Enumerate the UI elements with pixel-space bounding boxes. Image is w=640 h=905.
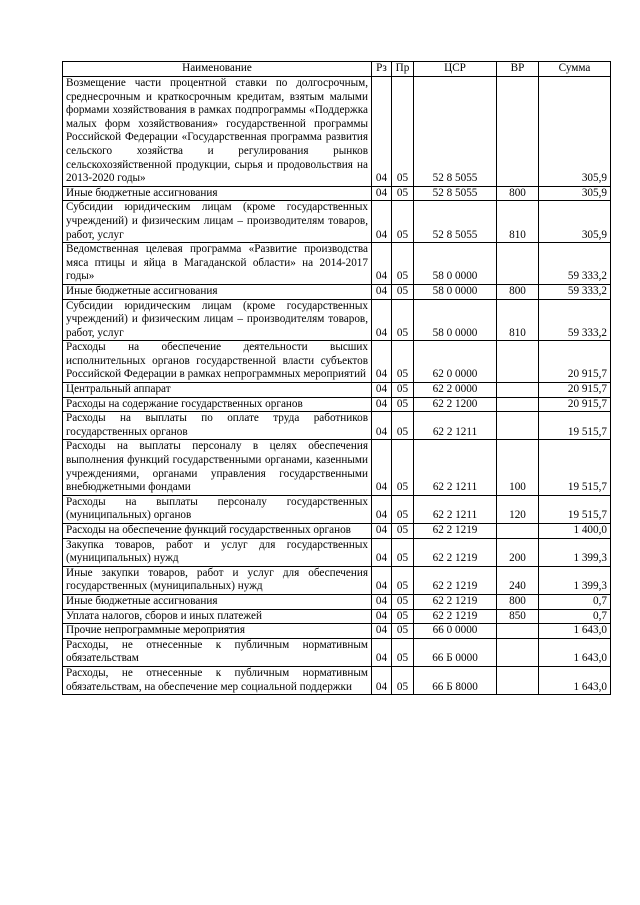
row-csr: 62 2 1219 [414, 566, 497, 594]
table-row [63, 594, 611, 609]
table-row [63, 524, 611, 539]
row-csr: 66 0 0000 [414, 624, 497, 639]
row-sum: 305,9 [539, 77, 611, 187]
row-rz: 04 [372, 495, 392, 523]
row-name: Расходы, не отнесенные к публичным нормативным обязательствам [63, 638, 372, 666]
row-rz: 04 [372, 566, 392, 594]
row-sum: 20 915,7 [539, 397, 611, 412]
row-csr: 66 Б 8000 [414, 666, 497, 694]
row-sum: 1 643,0 [539, 666, 611, 694]
row-vr: 120 [497, 495, 539, 523]
row-name: Расходы на обеспечение функций государственных органов [63, 524, 372, 539]
row-pr: 05 [392, 566, 414, 594]
row-pr: 05 [392, 609, 414, 624]
row-csr: 62 2 1219 [414, 609, 497, 624]
row-rz: 04 [372, 299, 392, 341]
row-vr: 240 [497, 566, 539, 594]
row-name: Иные бюджетные ассигнования [63, 186, 372, 201]
header-rz: Рз [372, 62, 392, 77]
row-name: Центральный аппарат [63, 383, 372, 398]
header-pr: Пр [392, 62, 414, 77]
row-csr: 52 8 5055 [414, 201, 497, 243]
row-name: Возмещение части процентной ставки по долгосрочным, среднесрочным и краткосрочным кредитам, взятым малыми формами хозяйствования в рамках подпрограммы «Поддержка малых форм хозяйствования» государственной программы Российской Федерации «Государственная программа развития сельского хозяйства и регулирования рынков сельскохозяйственной продукции, сырья и продовольствия на 2013-2020 годы» [63, 77, 372, 187]
table-row [63, 186, 611, 201]
table-row [63, 566, 611, 594]
row-sum: 19 515,7 [539, 412, 611, 440]
row-sum: 59 333,2 [539, 284, 611, 299]
row-csr: 62 2 1219 [414, 594, 497, 609]
row-pr: 05 [392, 341, 414, 383]
row-vr [497, 524, 539, 539]
row-rz: 04 [372, 397, 392, 412]
row-sum: 20 915,7 [539, 341, 611, 383]
row-name: Расходы на выплаты по оплате труда работников государственных органов [63, 412, 372, 440]
row-name: Субсидии юридическим лицам (кроме государственных учреждений) и физическим лицам – производителям товаров, работ, услуг [63, 299, 372, 341]
row-pr: 05 [392, 397, 414, 412]
row-rz: 04 [372, 383, 392, 398]
row-rz: 04 [372, 609, 392, 624]
row-rz: 04 [372, 666, 392, 694]
row-pr: 05 [392, 77, 414, 187]
row-csr: 62 2 1200 [414, 397, 497, 412]
table-row [63, 495, 611, 523]
row-vr [497, 341, 539, 383]
row-csr: 52 8 5055 [414, 77, 497, 187]
row-pr: 05 [392, 538, 414, 566]
row-name: Ведомственная целевая программа «Развитие производства мяса птицы и яйца в Магаданской области» на 2014-2017 годы» [63, 243, 372, 285]
table-row [63, 77, 611, 187]
table-row [63, 638, 611, 666]
row-csr: 62 2 1211 [414, 495, 497, 523]
table-row [63, 609, 611, 624]
row-name: Иные бюджетные ассигнования [63, 594, 372, 609]
row-csr: 62 2 1211 [414, 440, 497, 495]
row-rz: 04 [372, 412, 392, 440]
table-body [63, 77, 611, 695]
row-name: Субсидии юридическим лицам (кроме государственных учреждений) и физическим лицам – производителям товаров, работ, услуг [63, 201, 372, 243]
row-sum: 19 515,7 [539, 440, 611, 495]
row-sum: 59 333,2 [539, 243, 611, 285]
row-vr: 800 [497, 186, 539, 201]
document-page [62, 61, 610, 695]
table-row [63, 538, 611, 566]
table-row [63, 383, 611, 398]
row-rz: 04 [372, 594, 392, 609]
row-csr: 62 0 0000 [414, 341, 497, 383]
row-vr [497, 397, 539, 412]
row-vr [497, 624, 539, 639]
row-sum: 0,7 [539, 609, 611, 624]
row-vr: 800 [497, 594, 539, 609]
row-vr [497, 77, 539, 187]
header-sum: Сумма [539, 62, 611, 77]
row-pr: 05 [392, 524, 414, 539]
row-rz: 04 [372, 77, 392, 187]
header-vr: ВР [497, 62, 539, 77]
row-pr: 05 [392, 299, 414, 341]
row-vr [497, 383, 539, 398]
row-pr: 05 [392, 666, 414, 694]
row-sum: 1 399,3 [539, 538, 611, 566]
table-row [63, 412, 611, 440]
table-row [63, 440, 611, 495]
row-sum: 19 515,7 [539, 495, 611, 523]
row-vr: 200 [497, 538, 539, 566]
row-csr: 58 0 0000 [414, 284, 497, 299]
row-rz: 04 [372, 243, 392, 285]
row-csr: 52 8 5055 [414, 186, 497, 201]
row-name: Прочие непрограммные мероприятия [63, 624, 372, 639]
budget-table [62, 61, 611, 695]
row-csr: 66 Б 0000 [414, 638, 497, 666]
table-row [63, 397, 611, 412]
row-rz: 04 [372, 538, 392, 566]
row-sum: 305,9 [539, 201, 611, 243]
row-name: Закупка товаров, работ и услуг для государственных (муниципальных) нужд [63, 538, 372, 566]
table-row [63, 201, 611, 243]
row-vr [497, 243, 539, 285]
row-rz: 04 [372, 201, 392, 243]
row-pr: 05 [392, 201, 414, 243]
row-rz: 04 [372, 638, 392, 666]
row-vr: 100 [497, 440, 539, 495]
row-csr: 58 0 0000 [414, 299, 497, 341]
header-csr: ЦСР [414, 62, 497, 77]
row-pr: 05 [392, 243, 414, 285]
header-name: Наименование [63, 62, 372, 77]
row-csr: 62 2 0000 [414, 383, 497, 398]
row-sum: 59 333,2 [539, 299, 611, 341]
row-sum: 305,9 [539, 186, 611, 201]
row-csr: 62 2 1219 [414, 524, 497, 539]
row-name: Расходы на выплаты персоналу государственных (муниципальных) органов [63, 495, 372, 523]
row-csr: 58 0 0000 [414, 243, 497, 285]
row-pr: 05 [392, 594, 414, 609]
row-vr [497, 412, 539, 440]
row-vr [497, 638, 539, 666]
row-rz: 04 [372, 440, 392, 495]
row-rz: 04 [372, 624, 392, 639]
row-vr: 850 [497, 609, 539, 624]
row-vr [497, 666, 539, 694]
row-rz: 04 [372, 186, 392, 201]
row-sum: 1 643,0 [539, 624, 611, 639]
row-sum: 0,7 [539, 594, 611, 609]
row-name: Расходы на обеспечение деятельности высших исполнительных органов государственной власти субъектов Российской Федерации в рамках непрограммных мероприятий [63, 341, 372, 383]
row-vr: 810 [497, 299, 539, 341]
row-rz: 04 [372, 524, 392, 539]
row-name: Иные закупки товаров, работ и услуг для обеспечения государственных (муниципальных) нужд [63, 566, 372, 594]
row-pr: 05 [392, 186, 414, 201]
table-row [63, 284, 611, 299]
row-sum: 1 399,3 [539, 566, 611, 594]
row-pr: 05 [392, 624, 414, 639]
row-pr: 05 [392, 412, 414, 440]
row-rz: 04 [372, 341, 392, 383]
row-rz: 04 [372, 284, 392, 299]
table-row [63, 666, 611, 694]
row-pr: 05 [392, 495, 414, 523]
row-pr: 05 [392, 383, 414, 398]
table-row [63, 299, 611, 341]
table-row [63, 341, 611, 383]
row-pr: 05 [392, 638, 414, 666]
table-header [63, 62, 611, 77]
row-pr: 05 [392, 284, 414, 299]
row-sum: 20 915,7 [539, 383, 611, 398]
table-row [63, 243, 611, 285]
row-vr: 800 [497, 284, 539, 299]
row-vr: 810 [497, 201, 539, 243]
row-name: Расходы на выплаты персоналу в целях обеспечения выполнения функций государственными органами, казенными учреждениями, органами управления государственными внебюджетными фондами [63, 440, 372, 495]
header-row [63, 62, 611, 77]
table-row [63, 624, 611, 639]
row-sum: 1 643,0 [539, 638, 611, 666]
row-name: Расходы, не отнесенные к публичным нормативным обязательствам, на обеспечение мер социальной поддержки [63, 666, 372, 694]
row-csr: 62 2 1211 [414, 412, 497, 440]
row-pr: 05 [392, 440, 414, 495]
row-sum: 1 400,0 [539, 524, 611, 539]
row-csr: 62 2 1219 [414, 538, 497, 566]
row-name: Иные бюджетные ассигнования [63, 284, 372, 299]
row-name: Расходы на содержание государственных органов [63, 397, 372, 412]
row-name: Уплата налогов, сборов и иных платежей [63, 609, 372, 624]
